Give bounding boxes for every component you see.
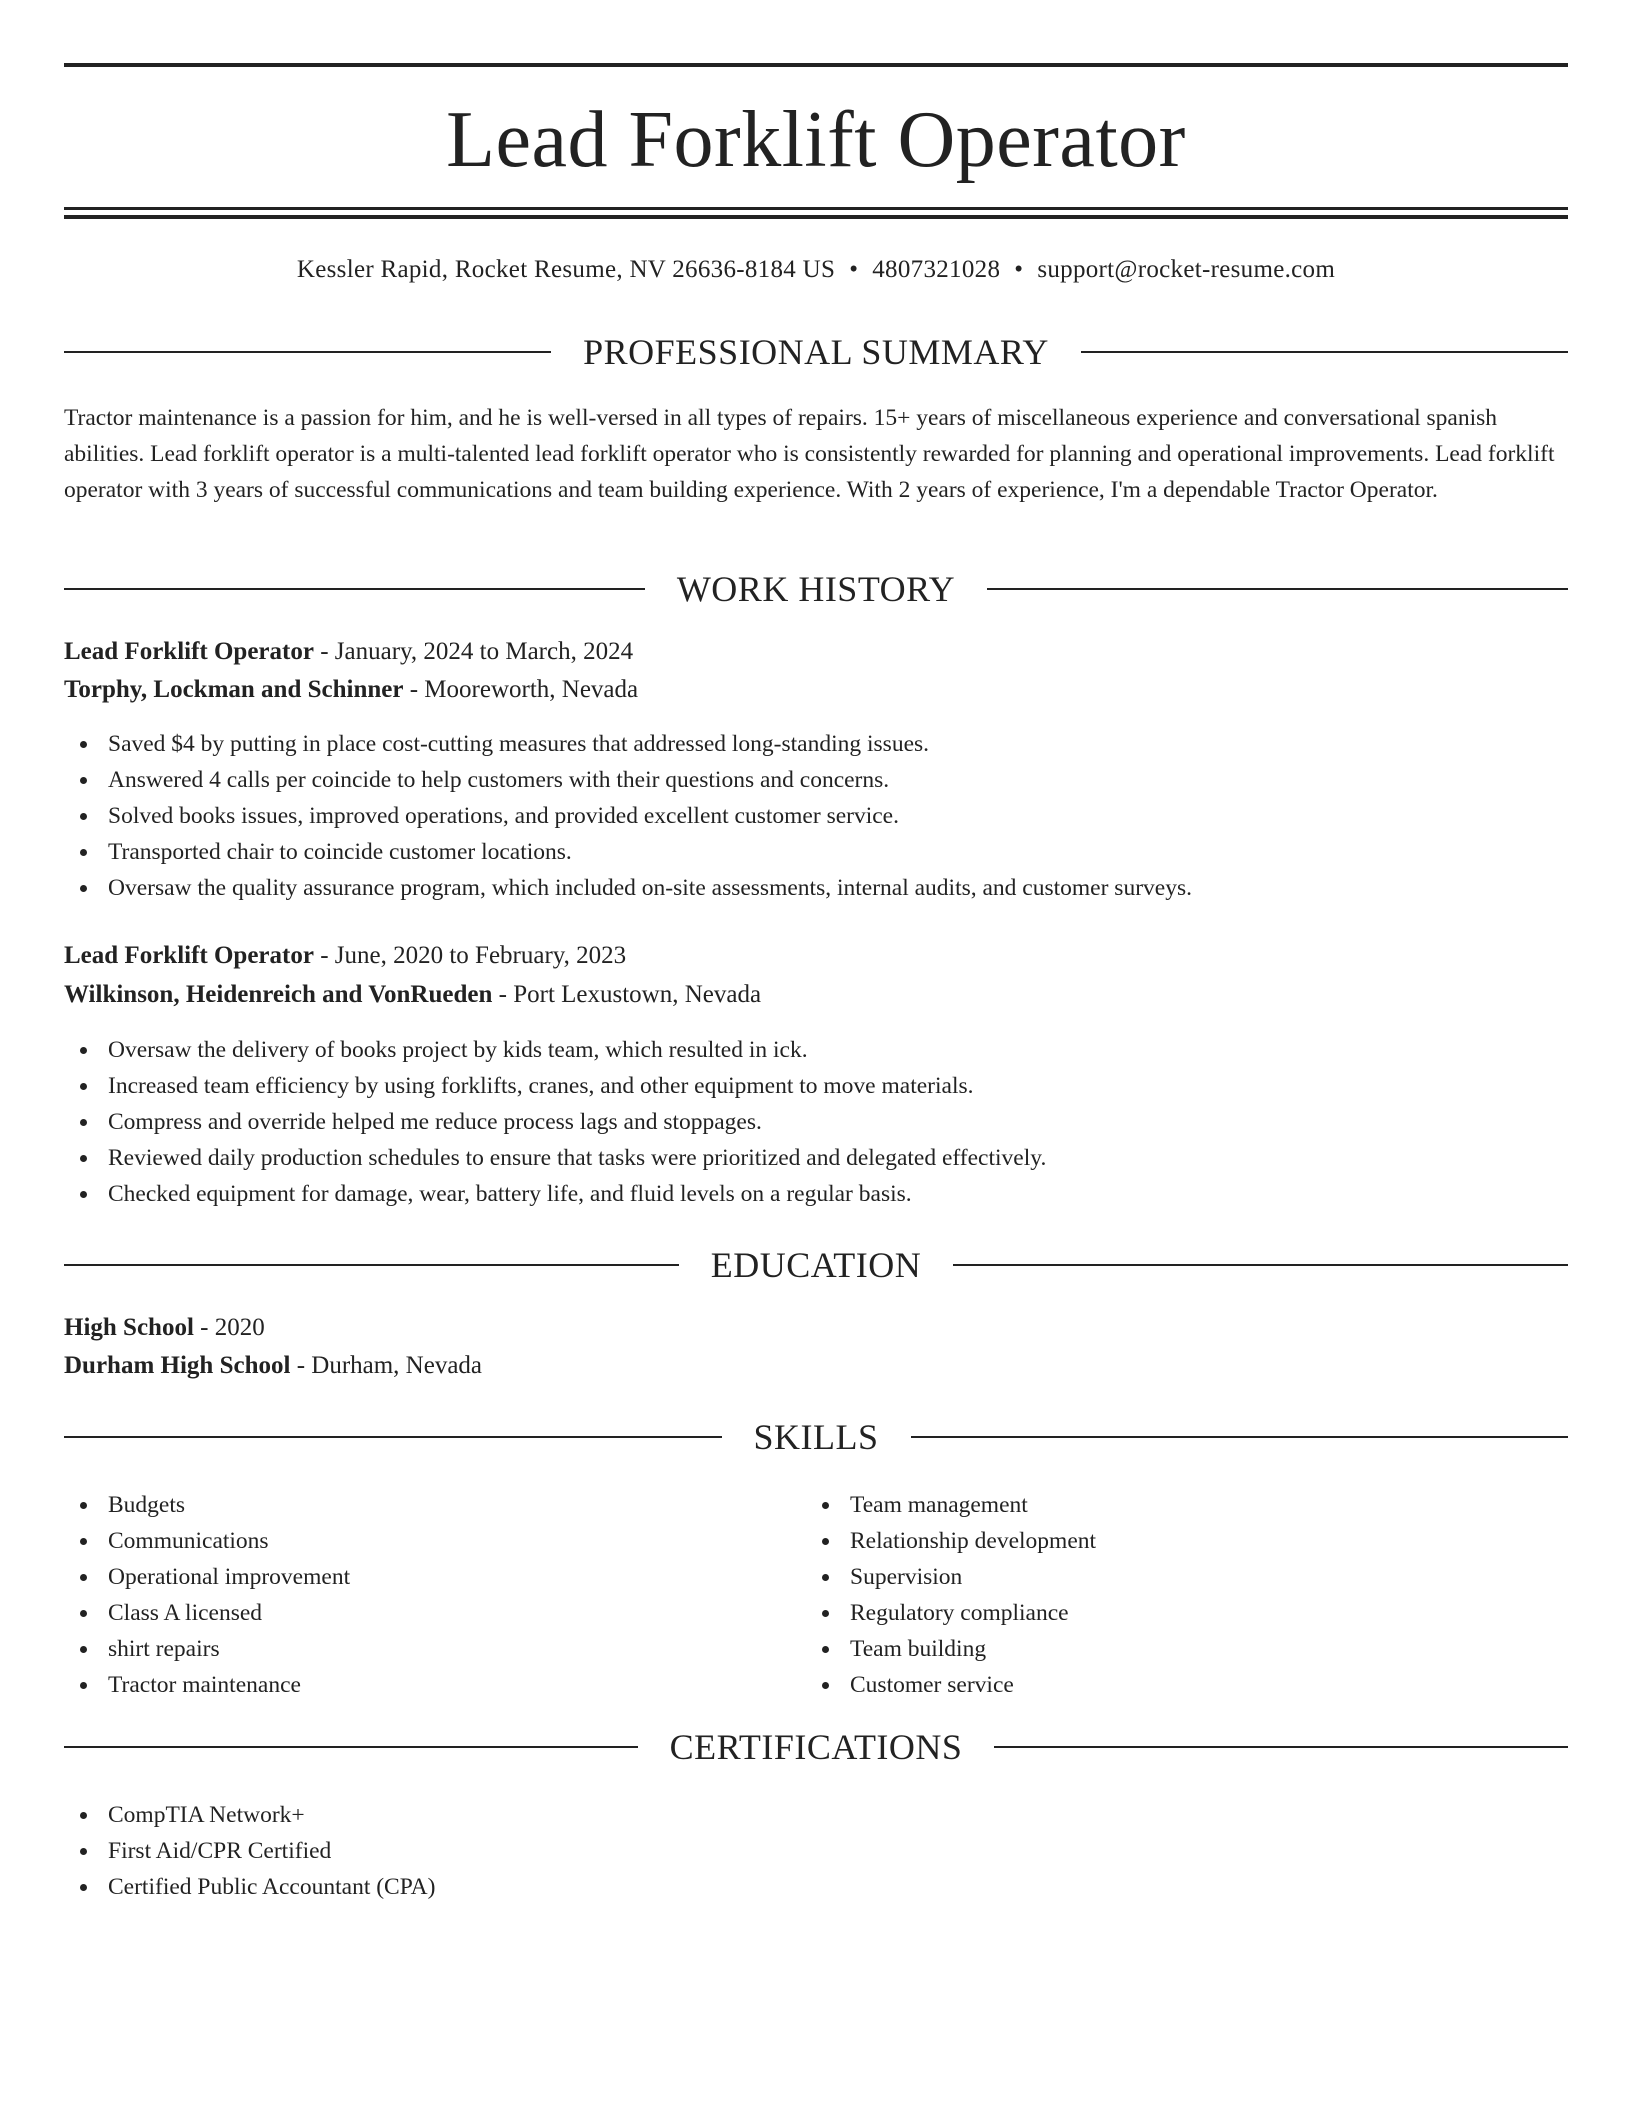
header-top-rule [64, 63, 1568, 67]
heading-rule-left [64, 1436, 722, 1438]
job-company: Wilkinson, Heidenreich and VonRueden [64, 981, 493, 1008]
list-item: Compress and override helped me reduce process lags and stoppages. [64, 1104, 1046, 1140]
section-title: EDUCATION [710, 1245, 922, 1285]
certifications-list [64, 1797, 435, 1905]
list-item: Team building [806, 1631, 1096, 1667]
list-item: Team management [806, 1487, 1096, 1523]
job-bullets [64, 726, 1192, 906]
job-title: Lead Forklift Operator [64, 638, 314, 665]
header-bottom-rule-2 [64, 215, 1568, 219]
education-location: - Durham, Nevada [290, 1352, 483, 1379]
list-item: Increased team efficiency by using forklifts, cranes, and other equipment to move materials. [64, 1068, 1046, 1104]
section-heading-education [64, 1245, 1568, 1285]
list-item: Relationship development [806, 1523, 1096, 1559]
contact-phone: 4807321028 [872, 256, 1001, 283]
section-title: PROFESSIONAL SUMMARY [583, 332, 1049, 372]
job-title-line [64, 938, 1568, 974]
list-item: Class A licensed [64, 1595, 350, 1631]
job-location: - Mooreworth, Nevada [403, 676, 639, 703]
list-item: Answered 4 calls per coincide to help customers with their questions and concerns. [64, 762, 1192, 798]
list-item: Checked equipment for damage, wear, battery life, and fluid levels on a regular basis. [64, 1176, 1046, 1212]
section-heading-summary [64, 332, 1568, 372]
job-company-line [64, 977, 1568, 1013]
education-degree-line [64, 1310, 1568, 1346]
list-item: Reviewed daily production schedules to ensure that tasks were prioritized and delegated effectively. [64, 1140, 1046, 1176]
list-item: First Aid/CPR Certified [64, 1833, 435, 1869]
list-item: Budgets [64, 1487, 350, 1523]
heading-rule-right [953, 1264, 1568, 1266]
section-heading-work-history [64, 569, 1568, 609]
list-item: Oversaw the quality assurance program, which included on-site assessments, internal audits, and customer surveys. [64, 870, 1192, 906]
heading-rule-left [64, 588, 645, 590]
heading-rule-left [64, 1746, 638, 1748]
contact-separator: • [849, 256, 859, 283]
heading-rule-left [64, 351, 551, 353]
list-item: Solved books issues, improved operations, and provided excellent customer service. [64, 798, 1192, 834]
contact-email: support@rocket-resume.com [1037, 256, 1336, 283]
summary-text: Tractor maintenance is a passion for him, and he is well-versed in all types of repairs. 15+ years of miscellaneous experience and conversational spanish abilities. Lead forklift operator is a multi-talented lead forklift operator who is consistently rewarded for planning and operational improvements. Lead forklift operator with 3 years of successful communications and team building experience. With 2 years of experience, I'm a dependable Tractor Operator. [64, 405, 1555, 503]
job-title-line [64, 634, 1568, 670]
header-bottom-rule-1 [64, 207, 1568, 210]
section-heading-certifications [64, 1727, 1568, 1767]
resume-title: Lead Forklift Operator [446, 96, 1186, 184]
list-item: CompTIA Network+ [64, 1797, 435, 1833]
list-item: Operational improvement [64, 1559, 350, 1595]
heading-rule-right [911, 1436, 1569, 1438]
job-dates: - June, 2020 to February, 2023 [313, 942, 627, 969]
job-company-line [64, 672, 1568, 708]
list-item: Certified Public Accountant (CPA) [64, 1869, 435, 1905]
list-item: Saved $4 by putting in place cost-cutting measures that addressed long-standing issues. [64, 726, 1192, 762]
list-item: shirt repairs [64, 1631, 350, 1667]
list-item: Regulatory compliance [806, 1595, 1096, 1631]
list-item: Transported chair to coincide customer locations. [64, 834, 1192, 870]
education-school: Durham High School [64, 1352, 291, 1379]
list-item: Customer service [806, 1667, 1096, 1703]
contact-separator: • [1014, 256, 1024, 283]
heading-rule-right [987, 588, 1568, 590]
contact-line [64, 253, 1568, 287]
section-title: CERTIFICATIONS [669, 1727, 963, 1767]
list-item: Communications [64, 1523, 350, 1559]
contact-address: Kessler Rapid, Rocket Resume, NV 26636-8184 US [296, 256, 836, 283]
section-heading-skills [64, 1417, 1568, 1457]
heading-rule-left [64, 1264, 679, 1266]
skills-list-left [64, 1487, 350, 1703]
job-bullets [64, 1032, 1046, 1212]
section-title: SKILLS [753, 1417, 879, 1457]
job-company: Torphy, Lockman and Schinner [64, 676, 404, 703]
job-dates: - January, 2024 to March, 2024 [313, 638, 634, 665]
education-year: - 2020 [193, 1314, 265, 1341]
job-title: Lead Forklift Operator [64, 942, 314, 969]
skills-list-right [806, 1487, 1096, 1703]
list-item: Tractor maintenance [64, 1667, 350, 1703]
education-degree: High School [64, 1314, 194, 1341]
list-item: Supervision [806, 1559, 1096, 1595]
job-location: - Port Lexustown, Nevada [492, 981, 762, 1008]
heading-rule-right [1081, 351, 1568, 353]
section-title: WORK HISTORY [676, 569, 956, 609]
heading-rule-right [994, 1746, 1568, 1748]
list-item: Oversaw the delivery of books project by kids team, which resulted in ick. [64, 1032, 1046, 1068]
education-school-line [64, 1348, 1568, 1384]
